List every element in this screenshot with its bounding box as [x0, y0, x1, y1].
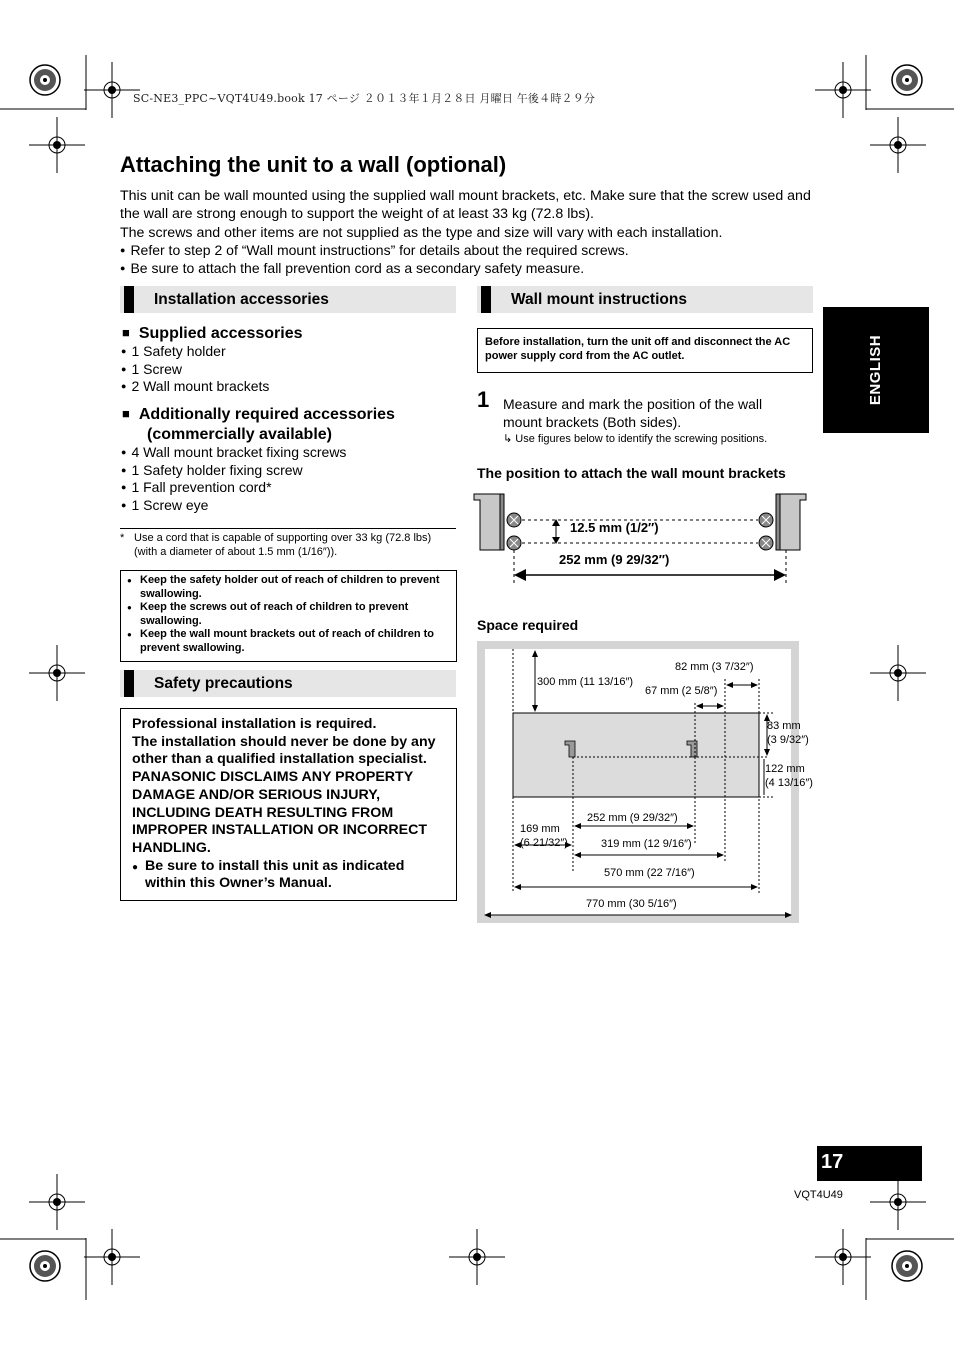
dimension-169-inch: (6 21/32″): [520, 837, 568, 849]
dimension-67: 67 mm (2 5/8″): [645, 685, 718, 697]
print-header: SC-NE3_PPC~VQT4U49.book 17 ページ ２０１３年１月２８日 月曜日 午後４時２９分: [133, 92, 596, 105]
footnote-mark: *: [120, 532, 125, 544]
children-warning-box: [120, 570, 457, 662]
wall-mount-instructions-heading: Wall mount instructions: [477, 286, 813, 313]
right-bracket-icon: [759, 494, 806, 550]
additional-accessories-heading: ■ Additionally required accessories (commercially available): [122, 406, 395, 443]
supplied-accessories-list: [121, 343, 269, 396]
square-bullet-icon: ■: [122, 325, 130, 340]
warning-item: ● Keep the screws out of reach of children to prevent swallowing.: [127, 601, 450, 628]
dimension-122-inch: (4 13/16″): [765, 777, 813, 789]
dimension-570: 570 mm (22 7/16″): [604, 867, 695, 879]
registration-cross-icon: [870, 117, 926, 173]
intro-paragraph: This unit can be wall mounted using the supplied wall mount brackets, etc. Make sure that the screw used and the wall are strong enough to support the weight of at least 33 kg (72.8 lbs).: [120, 188, 811, 223]
registration-cross-icon: [815, 62, 871, 118]
safety-text: The installation should never be done by any other than a qualified installation specialist.: [132, 733, 436, 768]
list-item: ● 1 Screw eye: [121, 497, 346, 515]
registration-cross-icon: [449, 1229, 505, 1285]
heading-marker: [124, 286, 134, 313]
registration-rosette-icon: [30, 1251, 60, 1281]
return-arrow-icon: ↳: [503, 433, 513, 445]
list-item: ● 1 Screw: [121, 361, 269, 379]
heading-marker: [124, 670, 134, 697]
registration-cross-icon: [29, 117, 85, 173]
left-bracket-icon: [474, 494, 521, 550]
intro-bullet: ● Be sure to attach the fall prevention cord as a secondary safety measure.: [120, 260, 820, 278]
footnote: [120, 528, 456, 559]
intro-paragraph: The screws and other items are not supplied as the type and size will vary with each installation.: [120, 224, 723, 241]
page-title: Attaching the unit to a wall (optional): [120, 152, 507, 177]
language-tab-label: ENGLISH: [867, 334, 884, 406]
registration-cross-icon: [870, 1174, 926, 1230]
registration-cross-icon: [29, 645, 85, 701]
supplied-accessories-heading: ■ Supplied accessories: [122, 325, 303, 342]
list-item: ● 1 Safety holder: [121, 343, 269, 361]
warning-item: ● Keep the safety holder out of reach of children to prevent swallowing.: [127, 574, 450, 601]
dimension-319: 319 mm (12 9/16″): [601, 838, 692, 850]
registration-cross-icon: [815, 1229, 871, 1285]
registration-rosette-icon: [892, 65, 922, 95]
page-number: 17: [817, 1146, 922, 1181]
list-item: ● 2 Wall mount brackets: [121, 378, 269, 396]
dimension-169-value: 169 mm: [520, 823, 560, 835]
model-code: VQT4U49: [794, 1189, 843, 1201]
registration-rosette-icon: [892, 1251, 922, 1281]
installation-accessories-heading: Installation accessories: [120, 286, 456, 313]
square-bullet-icon: ■: [122, 406, 130, 421]
language-tab: [823, 307, 929, 433]
dimension-122-value: 122 mm: [765, 763, 805, 775]
space-required-title: Space required: [477, 617, 579, 633]
list-item: ● 4 Wall mount bracket fixing screws: [121, 444, 346, 462]
registration-cross-icon: [29, 1174, 85, 1230]
space-required-figure: [477, 641, 813, 923]
warning-item: ● Keep the wall mount brackets out of reach of children to prevent swallowing.: [127, 628, 450, 655]
safety-precautions-box: [120, 708, 457, 901]
dimension-83-value: 83 mm: [767, 720, 801, 732]
registration-rosette-icon: [30, 65, 60, 95]
bracket-width-dimension: 252 mm (9 29/32″): [559, 552, 670, 567]
registration-cross-icon: [84, 62, 140, 118]
footnote-text: Use a cord that is capable of supporting over 33 kg (72.8 lbs) (with a diameter of about 1.5 mm (1/16″)).: [134, 532, 432, 558]
safety-bullet: ● Be sure to install this unit as indicated within this Owner’s Manual.: [132, 858, 446, 893]
dimension-82: 82 mm (3 7/32″): [675, 661, 754, 673]
bracket-position-figure: [470, 488, 810, 588]
list-item: ● 1 Fall prevention cord*: [121, 479, 346, 497]
heading-marker: [481, 286, 491, 313]
step-number: 1: [477, 387, 490, 412]
intro-bullet: ● Refer to step 2 of “Wall mount instructions” for details about the required screws.: [120, 242, 820, 260]
bracket-position-title: The position to attach the wall mount brackets: [477, 465, 786, 481]
additional-accessories-list: [121, 444, 346, 515]
safety-text: Professional installation is required.: [132, 716, 377, 732]
before-installation-note: Before installation, turn the unit off and disconnect the AC power supply cord from the AC outlet.: [477, 328, 813, 373]
intro-text: [120, 187, 820, 277]
intro-bullets: [120, 242, 820, 277]
step-text: Measure and mark the position of the wall mount brackets (Both sides).: [503, 396, 763, 430]
dimension-770: 770 mm (30 5/16″): [586, 898, 677, 910]
list-item: ● 1 Safety holder fixing screw: [121, 462, 346, 480]
registration-cross-icon: [84, 1229, 140, 1285]
safety-text: PANASONIC DISCLAIMS ANY PROPERTY DAMAGE AND/OR SERIOUS INJURY, INCLUDING DEATH RESULTING FROM IMPROPER INSTALLATION OR INCORRECT HANDLING.: [132, 769, 428, 856]
dimension-300: 300 mm (11 13/16″): [537, 676, 634, 688]
safety-precautions-heading: Safety precautions: [120, 670, 456, 697]
dimension-252: 252 mm (9 29/32″): [587, 812, 678, 824]
bracket-height-dimension: 12.5 mm (1/2″): [570, 520, 659, 535]
dimension-83-inch: (3 9/32″): [767, 734, 809, 746]
registration-cross-icon: [870, 645, 926, 701]
step-note: ↳ Use figures below to identify the screwing positions.: [503, 433, 768, 445]
